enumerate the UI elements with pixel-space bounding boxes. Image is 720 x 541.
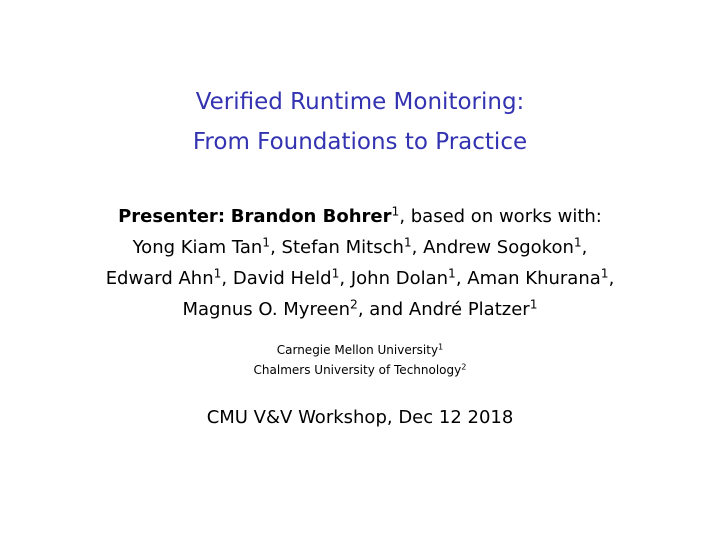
institution-line [0,360,720,380]
author-block [0,201,720,325]
and-word: and [369,299,404,320]
author-affiliation: 1 [262,235,271,250]
author-name: Andrew Sogokon [423,237,574,258]
author-name: Aman Khurana [467,268,601,289]
author-name: André Platzer [408,299,530,320]
institution-name: Chalmers University of Technology [253,363,462,377]
author-affiliation: 2 [350,297,358,312]
author-name: John Dolan [350,268,449,289]
author-affiliation: 1 [403,235,412,250]
author-line-3: Edward Ahn$^1$, David Held$^1$, John Dolan$^1$, Aman Khurana$^1$, [105,266,615,289]
presenter-affiliation: 1 [391,204,400,219]
author-line-2: Yong Kiam Tan$^1$, Stefan Mitsch$^1$, Andrew Sogokon$^1$, [132,235,588,258]
author-name: Edward Ahn [105,268,214,289]
presenter-label: Presenter: [118,206,226,227]
slide-title-line-2: From Foundations to Practice [192,129,528,155]
author-affiliation: 1 [600,266,609,281]
author-name: David Held [232,268,332,289]
institution-number: 1 [438,341,444,352]
institution-block [0,340,720,380]
institution-line [0,340,720,360]
author-affiliation: 1 [331,266,340,281]
author-name: Yong Kiam Tan [132,237,263,258]
author-line-1 [0,201,720,232]
author-name: Magnus O. Myreen [182,299,351,320]
institution-number: 2 [461,361,467,372]
presenter-suffix: , based on works with: [399,206,602,227]
author-affiliation: 1 [529,297,538,312]
presenter-name: Brandon Bohrer [230,206,392,227]
author-affiliation: 1 [213,266,222,281]
institution-name: Carnegie Mellon University [276,343,439,357]
slide-title-line-1: Verified Runtime Monitoring: [195,89,525,115]
event-line: CMU V&V Workshop, Dec 12 2018 [206,407,514,428]
author-line-4: Magnus O. Myreen$^2$, and André Platzer$^1$ [182,297,538,320]
author-affiliation: 1 [448,266,456,281]
author-affiliation: 1 [573,235,582,250]
author-name: Stefan Mitsch [281,237,404,258]
